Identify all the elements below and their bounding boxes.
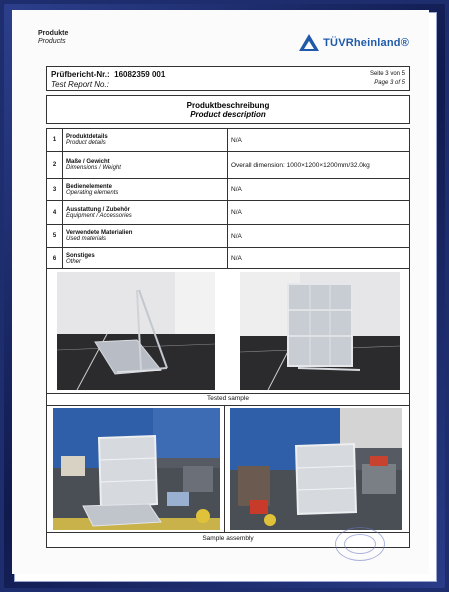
table-row — [47, 152, 410, 179]
tested-sample-photo-1-image — [57, 272, 215, 390]
row-number: 2 — [47, 152, 63, 179]
section-label-en: Products — [38, 38, 66, 45]
section-title-box — [46, 95, 410, 124]
table-row — [47, 248, 410, 270]
row-value: N/A — [228, 201, 410, 225]
row-label-de: Ausstattung / Zubehör — [66, 206, 130, 213]
tuv-logo — [299, 34, 409, 51]
sample-assembly-photo-1 — [53, 408, 220, 530]
report-number-box — [46, 66, 410, 91]
sample-assembly-photo-2-image — [230, 408, 402, 530]
stamp-seal — [335, 527, 385, 561]
row-label-en: Operating elements — [66, 189, 119, 196]
section-title-de: Produktbeschreibung — [186, 101, 270, 110]
row-value: N/A — [228, 248, 410, 270]
row-number: 3 — [47, 179, 63, 201]
row-label — [63, 248, 228, 270]
page-number-en: Page 3 of 5 — [374, 80, 405, 86]
sample-assembly-photo-2 — [230, 408, 402, 530]
row-label — [63, 179, 228, 201]
row-value: Overall dimension: 1000×1200×1200mm/32.0kg — [228, 152, 410, 179]
row-label-de: Produktdetails — [66, 134, 108, 140]
product-details-table — [46, 128, 410, 270]
table-row — [47, 201, 410, 225]
caption-divider-bottom — [47, 405, 409, 406]
row-value: N/A — [228, 225, 410, 248]
table-row — [47, 179, 410, 201]
table-row — [47, 129, 410, 152]
tested-sample-photo-1 — [57, 272, 215, 390]
logo-text: TÜVRheinland® — [323, 36, 409, 49]
row-label-en: Other — [66, 258, 82, 265]
report-label-de: Prüfbericht-Nr.: — [51, 70, 110, 79]
row-value: N/A — [228, 129, 410, 152]
header-section — [38, 30, 68, 46]
report-label-en: Test Report No.: — [51, 80, 109, 89]
row-value: N/A — [228, 179, 410, 201]
row-number: 6 — [47, 248, 63, 270]
assembly-photo-divider — [224, 405, 225, 532]
sample-assembly-photo-1-image — [53, 408, 220, 530]
tested-sample-photo-2 — [240, 272, 400, 390]
section-label-de: Produkte — [38, 30, 69, 37]
photo-grid — [46, 268, 410, 548]
row-label-en: Used materials — [66, 236, 107, 242]
page-number-de: Seite 3 von 5 — [369, 71, 405, 77]
row-label-en: Equipment / Accessories — [66, 212, 132, 219]
row-label-de: Sonstiges — [66, 252, 95, 259]
row-number: 4 — [47, 201, 63, 225]
row-number: 5 — [47, 225, 63, 248]
row-number: 1 — [47, 129, 63, 152]
table-row — [47, 225, 410, 248]
row-label — [63, 129, 228, 152]
row-label-de: Verwendete Materialien — [66, 230, 133, 236]
row-label — [63, 152, 228, 179]
caption-sample-assembly: Sample assembly — [202, 535, 254, 542]
row-label — [63, 225, 228, 248]
row-label-de: Bedienelemente — [66, 183, 113, 190]
report-number-line — [51, 70, 165, 79]
caption-divider-top — [47, 393, 409, 394]
tested-sample-photo-2-image — [240, 272, 400, 390]
row-label-de: Maße / Gewicht — [66, 159, 110, 165]
row-label-en: Product details — [66, 140, 106, 146]
section-title-en: Product description — [190, 110, 266, 119]
row-label — [63, 201, 228, 225]
caption-tested-sample: Tested sample — [207, 395, 249, 402]
report-number: 16082359 001 — [114, 70, 166, 79]
tuv-triangle-icon — [299, 34, 319, 51]
row-label-en: Dimensions / Weight — [66, 165, 121, 171]
